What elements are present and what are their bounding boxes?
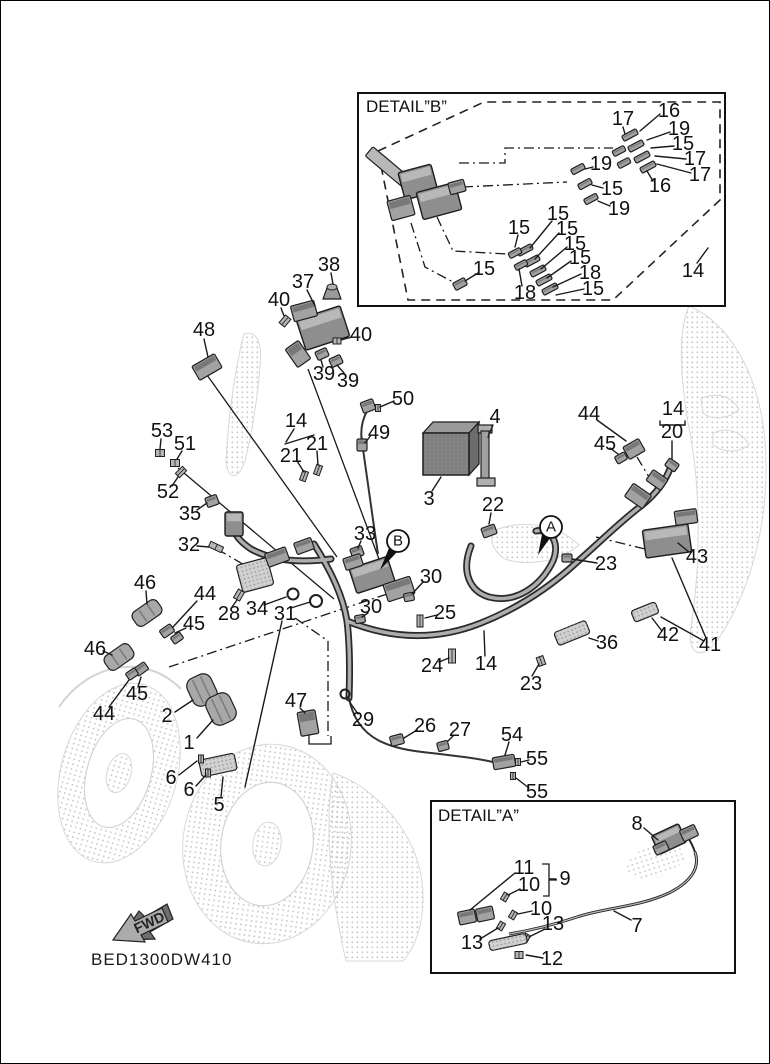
detail-a-title: DETAIL”A”: [438, 806, 519, 825]
callout-29: 29: [351, 709, 375, 731]
callout-35: 35: [178, 503, 202, 525]
box-part: [642, 524, 691, 558]
callout-25: 25: [433, 602, 457, 624]
chip-part: [389, 733, 404, 746]
callout-16: 16: [657, 100, 681, 122]
callout-34: 34: [245, 598, 269, 620]
chip-part: [617, 157, 631, 168]
bracket-9: [542, 864, 557, 896]
callout-47: 47: [284, 690, 308, 712]
view-marker-b: [380, 530, 409, 570]
chip-part: [508, 247, 522, 258]
screw-part: [313, 464, 322, 475]
callout-49: 49: [367, 422, 391, 444]
callout-21: 21: [305, 433, 329, 455]
callout-2: 2: [161, 705, 173, 727]
callout-36: 36: [595, 632, 619, 654]
chip-part: [583, 193, 598, 205]
callout-22: 22: [481, 494, 505, 516]
leader-line: [614, 911, 631, 920]
callout-11: 11: [513, 857, 535, 879]
leader-line: [179, 761, 197, 775]
chip-part: [452, 277, 467, 290]
callout-30: 30: [419, 566, 443, 588]
callout-15: 15: [555, 218, 579, 240]
fwd-label: FWD: [131, 908, 167, 937]
chip-part: [475, 906, 494, 922]
callout-38: 38: [317, 254, 341, 276]
marker-letter: A: [545, 518, 557, 536]
callout-44: 44: [92, 703, 116, 725]
leader-line: [470, 873, 515, 910]
callout-10: 10: [529, 898, 553, 920]
screw-part: [508, 910, 517, 920]
callout-3: 3: [423, 488, 435, 510]
callout-17: 17: [683, 148, 707, 170]
chip-part: [542, 283, 559, 296]
leader-line: [197, 720, 213, 738]
callout-55: 55: [525, 748, 549, 770]
floor-ghost: [329, 773, 423, 961]
chip-part: [297, 710, 319, 737]
body-right-ghost: [681, 306, 766, 653]
callout-46: 46: [133, 572, 157, 594]
marker-letter: B: [392, 532, 404, 550]
callout-6: 6: [183, 779, 195, 801]
callout-42: 42: [656, 624, 680, 646]
screw-part: [417, 615, 423, 627]
callout-14: 14: [474, 653, 498, 675]
callout-39: 39: [312, 363, 336, 385]
leader-line: [647, 132, 670, 140]
chip-part: [315, 347, 330, 360]
plate-part: [631, 602, 660, 623]
callout-37: 37: [291, 271, 315, 293]
callout-4: 4: [489, 406, 501, 428]
leader-line: [547, 261, 571, 278]
callout-8: 8: [631, 813, 643, 835]
leader-line: [556, 289, 584, 295]
callout-15: 15: [472, 258, 496, 280]
callout-9: 9: [559, 868, 571, 890]
callout-55: 55: [525, 781, 549, 803]
screw-part: [156, 450, 165, 457]
callout-28: 28: [217, 603, 241, 625]
callout-18: 18: [578, 262, 602, 284]
callout-48: 48: [192, 319, 216, 341]
screw-part: [333, 338, 341, 344]
wiring-harness-parts-diagram: [1, 1, 770, 1064]
callout-14: 14: [284, 410, 308, 432]
chip-part: [360, 399, 376, 414]
box-part: [225, 512, 243, 536]
screw-part: [516, 759, 521, 766]
callout-13: 13: [541, 913, 565, 935]
callout-12: 12: [540, 948, 564, 970]
callout-10: 10: [517, 874, 541, 896]
screw-part: [511, 773, 516, 780]
callout-30: 30: [359, 596, 383, 618]
callout-14: 14: [681, 260, 705, 282]
leader-line: [204, 339, 208, 357]
callout-32: 32: [177, 534, 201, 556]
callout-17: 17: [688, 164, 712, 186]
chip-part: [628, 140, 645, 153]
callout-15: 15: [568, 247, 592, 269]
callout-33: 33: [353, 523, 377, 545]
chip-part: [264, 547, 289, 568]
ring-part: [288, 589, 299, 600]
screw-part: [206, 769, 211, 777]
callout-15: 15: [507, 217, 531, 239]
screw-part: [536, 656, 546, 667]
chip-part: [612, 145, 626, 156]
chip-part: [192, 354, 223, 381]
cyl-part: [102, 641, 136, 672]
plate-part: [488, 933, 527, 951]
callout-15: 15: [671, 133, 695, 155]
chip-part: [205, 494, 220, 508]
screw-part: [515, 952, 523, 959]
callout-16: 16: [648, 175, 672, 197]
callout-19: 19: [589, 153, 613, 175]
ring-part: [310, 595, 322, 607]
chip-part: [293, 537, 314, 554]
callout-15: 15: [581, 278, 605, 300]
callout-46: 46: [83, 638, 107, 660]
callout-44: 44: [193, 583, 217, 605]
chip-part: [357, 439, 367, 451]
part-code: BED1300DW410: [91, 950, 233, 969]
callout-1: 1: [183, 732, 195, 754]
screw-part: [171, 460, 180, 467]
leader-line: [553, 274, 581, 287]
leader-line: [655, 156, 686, 159]
chip-part: [514, 259, 528, 270]
leader-line: [651, 146, 674, 148]
callout-45: 45: [593, 433, 617, 455]
callout-51: 51: [173, 433, 197, 455]
callout-41: 41: [698, 634, 722, 656]
callout-15: 15: [600, 178, 624, 200]
callout-14: 14: [661, 398, 685, 420]
screw-part: [175, 466, 186, 477]
callout-44: 44: [577, 403, 601, 425]
callout-43: 43: [685, 546, 709, 568]
callout-27: 27: [448, 719, 472, 741]
callout-17: 17: [611, 108, 635, 130]
plate-part: [554, 620, 591, 646]
callout-26: 26: [413, 715, 437, 737]
callout-40: 40: [267, 289, 291, 311]
callout-13: 13: [460, 932, 484, 954]
chip-part: [570, 163, 585, 175]
screw-part: [376, 405, 381, 412]
fwd-arrow: [113, 904, 173, 942]
detail-b-title: DETAIL”B”: [366, 97, 447, 116]
chip-part: [492, 754, 516, 770]
callout-19: 19: [667, 118, 691, 140]
screw-part: [208, 541, 223, 552]
callout-31: 31: [273, 603, 297, 625]
battery-part-3: [423, 422, 479, 475]
chip-part: [448, 179, 467, 195]
bell-part: [323, 284, 341, 299]
callout-20: 20: [660, 421, 684, 443]
callout-7: 7: [631, 915, 643, 937]
battery-bracket-part-4: [477, 425, 495, 486]
chip-part: [674, 509, 698, 526]
leader-line: [175, 700, 193, 712]
screw-part: [199, 755, 204, 763]
callout-6: 6: [165, 767, 177, 789]
chip-part: [634, 151, 651, 164]
callout-52: 52: [156, 481, 180, 503]
front-fork-ghost: [226, 333, 261, 475]
callout-5: 5: [213, 794, 225, 816]
screw-part: [279, 315, 291, 327]
screw-part: [496, 921, 505, 931]
chip-part: [387, 195, 415, 221]
callout-18: 18: [513, 282, 537, 304]
callout-15: 15: [563, 233, 587, 255]
screw-part: [500, 892, 509, 902]
callout-19: 19: [607, 198, 631, 220]
chip-part: [577, 178, 592, 190]
callout-50: 50: [391, 388, 415, 410]
callout-23: 23: [594, 553, 618, 575]
callout-54: 54: [500, 724, 524, 746]
callout-23: 23: [519, 673, 543, 695]
chip-part: [437, 740, 450, 752]
callout-40: 40: [349, 324, 373, 346]
callout-39: 39: [336, 370, 360, 392]
callout-45: 45: [182, 613, 206, 635]
chip-part: [562, 554, 572, 562]
chip-part: [457, 909, 476, 925]
callout-15: 15: [546, 203, 570, 225]
callout-45: 45: [125, 683, 149, 705]
callout-53: 53: [150, 420, 174, 442]
screw-part: [449, 649, 456, 663]
callout-21: 21: [279, 445, 303, 467]
callout-24: 24: [420, 655, 444, 677]
